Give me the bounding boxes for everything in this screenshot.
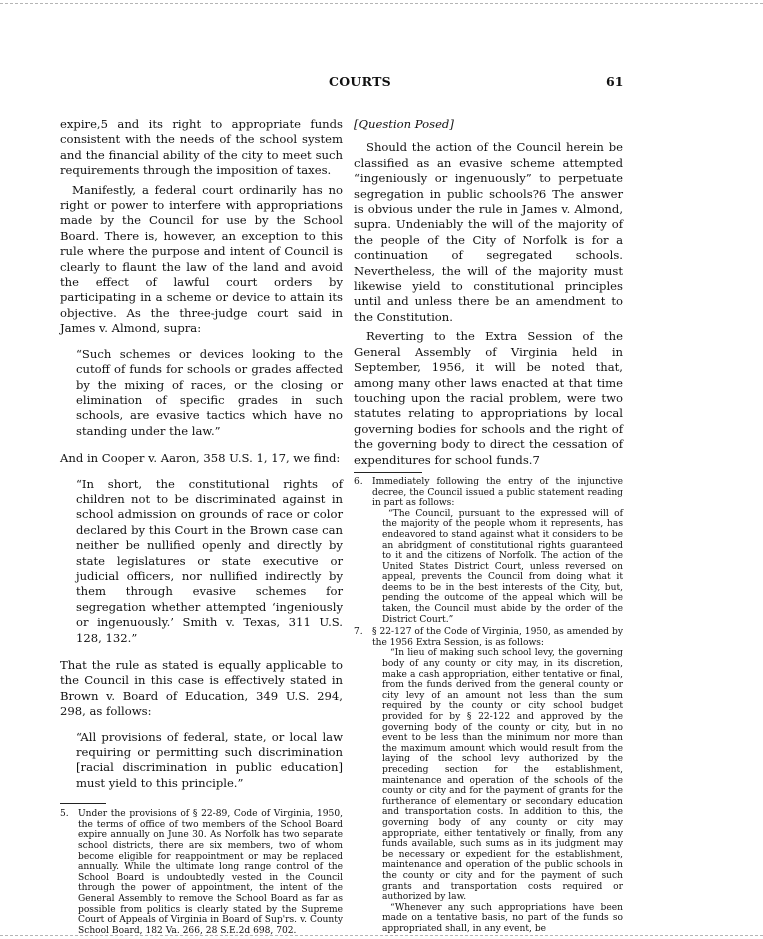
block-quote-james-v-almond: “Such schemes or devices looking to the cutoff of funds for schools or grades affected by the mixing of races, or the closing or elimination of specific grades in such schools, are evasive tactics which have no standing under the law.”	[76, 346, 343, 438]
footnote-6-quote: “The Council, pursuant to the expressed will of the majority of the people whom it represents, has endeavored to stand against what it considers to be an abridgment of constitutional rights guaranteed to it and the citizens of Norfolk. The action of the United States District Court, unless reversed on appeal, prevents the Council from doing what it deems to be in the best interests of the City, but, pending the outcome of the appeal which will be taken, the Council must abide by the order of the District Court.”	[382, 508, 623, 625]
left-paragraph-2: Manifestly, a federal court ordinarily has no right or power to interfere with appropriations made by the Council for use by the School Board. There is, however, an exception to this rule where the purpose and intent of Council is clearly to flaunt the law of the land and avoid the effect of lawful court orders by participating in a scheme or device to attain its objective. As the three-judge court said in James v. Almond, supra:	[60, 182, 343, 336]
left-paragraph-4: That the rule as stated is equally applicable to the Council in this case is effectively stated in Brown v. Board of Education, 349 U.S. 294, 298, as follows:	[60, 658, 343, 719]
footnote-6	[354, 477, 623, 625]
left-paragraph-1: expire,5 and its right to appropriate funds consistent with the needs of the school system and the financial ability of the city to meet such requirements through the imposition of taxes.	[60, 117, 343, 178]
left-paragraph-3: And in Cooper v. Aaron, 358 U.S. 1, 17, we find:	[60, 451, 341, 466]
footnote-7-quote-1: “In lieu of making such school levy, the governing body of any county or city may, in its discretion, make a cash appropriation, either tentative or final, from the funds derived from the general county or city levy of an amount not less than the sum required by the county or city school budget provided for by § 22-122 and approved by the governing body of the county or city, but in no event to be less than the minimum nor more than the maximum amount which would result from the laying of the school levy authorized by the preceding section for the establishment, maintenance and operation of the schools of the county or city and for the payment of grants for the furtherance of elementary or secondary education and transportation costs. In addition to this, the governing body of any county or city may appropriate, either tentatively or finally, from any funds available, such sums as in its judgment may be necessary or expedient for the establishment, maintenance and operation of the public schools in the county or city and for the payment of such grants and transportation costs required or authorized by law.	[382, 648, 623, 903]
footnote-7-intro: § 22-127 of the Code of Virginia, 1950, as amended by the 1956 Extra Session, is as follows:	[372, 627, 623, 648]
footnote-divider-right	[354, 472, 422, 473]
left-column	[60, 117, 343, 938]
footnote-5-text: Under the provisions of § 22-89, Code of Virginia, 1950, the terms of office of two members of the School Board expire annually on June 30. As Norfolk has two separate school districts, there are six members, two of whom become eligible for reappointment or may be replaced annually. While the ultimate long range control of the School Board is undoubtedly vested in the Council through the power of appointment, the intent of the General Assembly to remove the School Board as far as possible from politics is clearly stated by the Supreme Court of Appeals of Virginia in Board of Sup'rs. v. County School Board, 182 Va. 266, 28 S.E.2d 698, 702.	[78, 809, 343, 936]
footnote-7	[354, 627, 623, 934]
footnote-6-intro: Immediately following the entry of the injunctive decree, the Council issued a public statement reading in part as follows:	[372, 476, 623, 509]
block-quote-cooper-v-aaron: “In short, the constitutional rights of children not to be discriminated against in school admission on grounds of race or color declared by this Court in the Brown case can neither be nullified openly and directly by state legislatures or state executive or judicial officers, nor nullified indirectly by them through evasive schemes for segregation whether attempted ‘ingeniously or ingenuously.’ Smith v. Texas, 311 U.S. 128, 132.”	[76, 476, 343, 645]
right-column	[354, 117, 623, 936]
footnote-5	[60, 809, 343, 936]
footnote-7-number: 7.	[354, 627, 363, 638]
footnote-5-number: 5.	[60, 809, 69, 820]
footnote-7-quote-2: “Whenever any such appropriations have been made on a tentative basis, no part of the funds so appropriated shall, in any event, be	[382, 902, 623, 934]
right-paragraph-1: Should the action of the Council herein be classified as an evasive scheme attempted “ingeniously or ingenuously” to perpetuate segregation in public schools?6 The answer is obvious under the rule in James v. Almond, supra. Undeniably the will of the majority of the people of the City of Norfolk is for a continuation of segregated schools. Nevertheless, the will of the majority must likewise yield to constitutional principles until and unless there be an amendment to the Constitution.	[354, 140, 623, 324]
footnote-divider	[60, 803, 106, 804]
block-quote-brown-v-board: “All provisions of federal, state, or local law requiring or permitting such discrimination [racial discrimination in public education] must yield to this principle.”	[76, 729, 343, 790]
section-heading-question-posed: [Question Posed]	[354, 117, 454, 131]
right-paragraph-2: Reverting to the Extra Session of the General Assembly of Virginia held in September, 1956, it will be noted that, among many other laws enacted at that time touching upon the racial problem, were two statutes relating to appropriations by local governing bodies for schools and the right of the governing body to direct the cessation of expenditures for school funds.7	[354, 329, 623, 467]
top-scan-border	[0, 3, 763, 4]
running-header-title: COURTS	[328, 74, 392, 89]
footnote-6-number: 6.	[354, 476, 363, 487]
page-number: 61	[606, 74, 624, 89]
